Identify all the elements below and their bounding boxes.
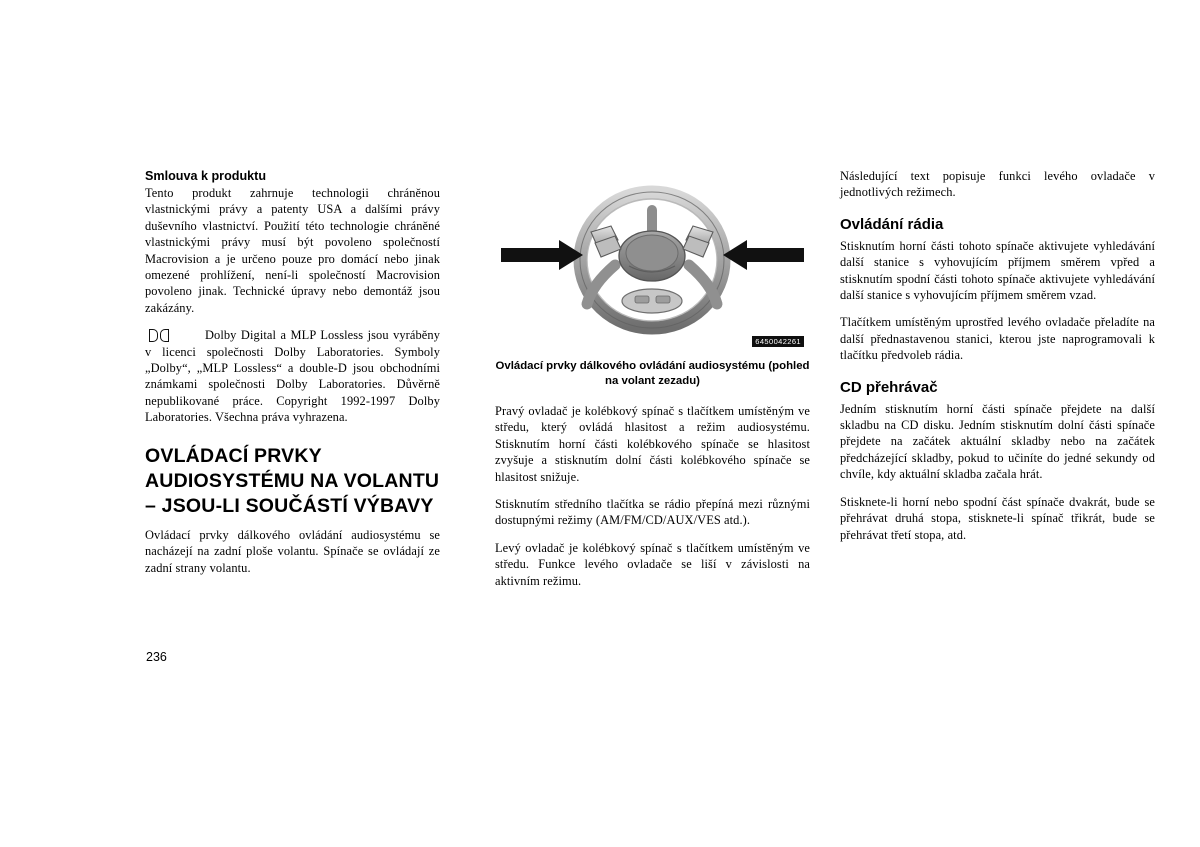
left-pointer-arrow-icon (501, 240, 583, 270)
radio-paragraph-2: Tlačítkem umístěným uprostřed levého ovladače přeladíte na další přednastavenou stanici, kterou jste naprogramovali k tlačítku předvoleb rádia. (840, 315, 1155, 363)
figure-steering-wheel (495, 170, 810, 388)
right-column (840, 168, 1155, 543)
dolby-text: Dolby Digital a MLP Lossless jsou vyráběny v licenci společnosti Dolby Laboratories. Symboly „Dolby“, „MLP Lossless“ a double-D jsou obchodními známkami společnosti Dolby Laboratories. Důvěrně nepublikované práce. Copyright 1992-1997 Dolby Laboratories. Všechna práva vyhrazena. (145, 328, 440, 425)
cd-paragraph-2: Stisknete-li horní nebo spodní část spínače dvakrát, bude se přehrávat druhá stopa, stisknete-li spínač třikrát, bude se přehrávat třetí stopa, atd. (840, 494, 1155, 542)
left-paragraph-1: Tento produkt zahrnuje technologii chráněnou vlastnickými právy a patenty USA a dalšími právy duševního vlastnictví. Použití této technologie chráněné vlastnickými právy musí být povoleno společností Macrovision a je určeno pouze pro domácí nebo jinak omezené prohlížení, není-li společností Macrovision povoleno jinak. Technické úpravy nebo demontáž jsou zakázány. (145, 186, 440, 315)
left-column-heading: Smlouva k produktu (145, 169, 267, 183)
figure-code: 6450042261 (752, 336, 804, 347)
page-number: 236 (146, 650, 167, 664)
right-pointer-arrow-icon (723, 240, 804, 270)
radio-paragraph-1: Stisknutím horní části tohoto spínače aktivujete vyhledávání další stanice s vyhovujícím příjmem směrem vpřed a stisknutím spodní části tohoto spínače aktivujete vyhledávání další stanice s vyhovujícím příjmem směrem vzad. (840, 238, 1155, 303)
heading-radio-controls: Ovládání rádia (840, 215, 944, 233)
dolby-notice (145, 327, 440, 425)
steering-wheel-illustration (495, 170, 810, 355)
middle-paragraph-1: Pravý ovladač je kolébkový spínač s tlačítkem umístěným ve středu, který ovládá hlasitost a režim audiosystému. Stisknutím horní části kolébkového spínače se hlasitost zvyšuje a stisknutím dolní části kolébkového spínače se hlasitost snižuje. (495, 404, 810, 484)
middle-column (495, 403, 810, 589)
middle-paragraph-3: Levý ovladač je kolébkový spínač s tlačítkem umístěným ve středu. Funkce levého ovladače se liší v závislosti na aktivním režimu. (495, 540, 810, 588)
dolby-double-d-icon (149, 329, 171, 342)
figure-caption: Ovládací prvky dálkového ovládání audiosystému (pohled na volant zezadu) (495, 360, 810, 387)
middle-paragraph-2: Stisknutím středního tlačítka se rádio přepíná mezi různými dostupnými režimy (AM/FM/CD/AUX/VES atd.). (495, 497, 810, 528)
heading-cd-player: CD přehrávač (840, 378, 938, 396)
steering-wheel-svg (495, 170, 810, 355)
left-rocker-switch-graphic (591, 226, 621, 257)
right-intro-paragraph: Následující text popisuje funkci levého ovladače v jednotlivých režimech. (840, 169, 1155, 200)
left-paragraph-2: Ovládací prvky dálkového ovládání audiosystému se nacházejí na zadní ploše volantu. Spínače se ovládají ze zadní strany volantu. (145, 527, 440, 575)
section-title: OVLÁDACÍ PRVKY AUDIOSYSTÉMU NA VOLANTU – JSOU-LI SOUČÁSTÍ VÝBAVY (145, 444, 440, 517)
right-rocker-switch-graphic (683, 226, 713, 257)
cd-paragraph-1: Jedním stisknutím horní části spínače přejdete na další skladbu na CD disku. Jedním stisknutím dolní části spínače přejdete na začátek aktuální skladby nebo na začátek předcházející skladby, pokud to učiníte do jedné sekundy od chvíle, kdy aktuální skladba začala hrát. (840, 401, 1155, 482)
left-column (145, 168, 440, 576)
